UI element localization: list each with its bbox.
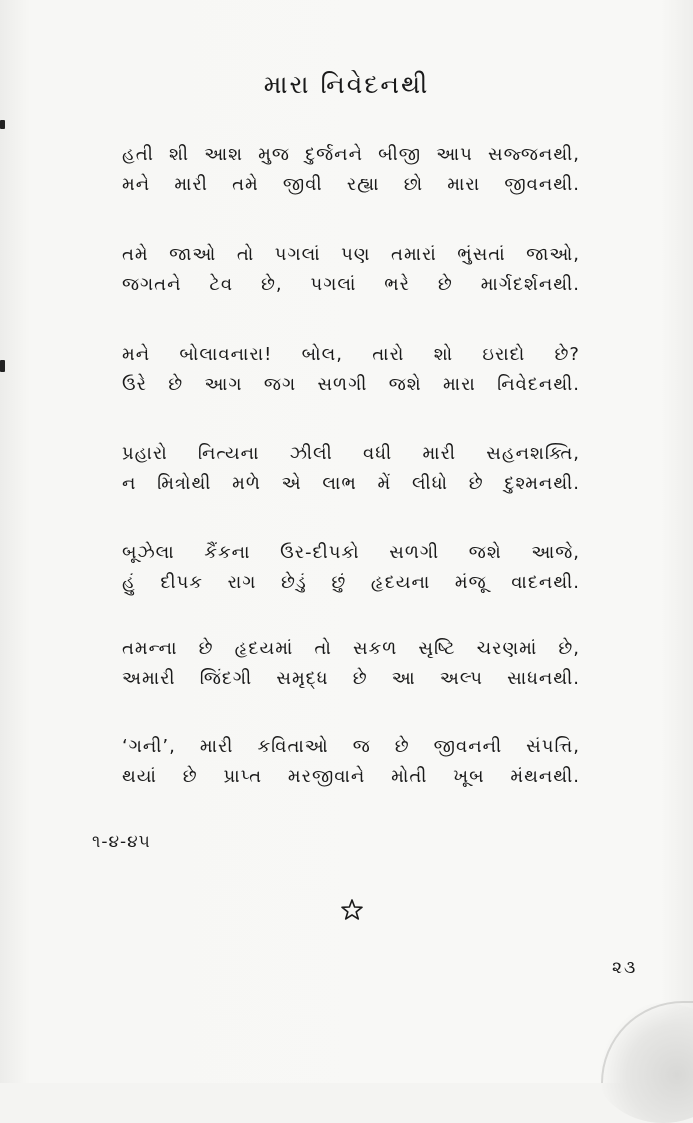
scan-edge-mark [0,360,5,372]
poem-line: તમે જાઓ તો પગલાં પણ તમારાં ભુંસતાં જાઓ, [122,244,580,265]
stanza-1 [122,140,580,200]
poem-line: ન મિત્રોથી મળે એ લાભ મેં લીધો છે દુશ્મનથી. [122,473,580,494]
poem-line: ‘ગની’, મારી કવિતાઓ જ છે જીવનની સંપત્તિ, [122,736,580,757]
stanza-2 [122,240,580,300]
stanza-4 [122,439,580,499]
poem-line: હું દીપક રાગ છેડું છું હૃદયના મંજૂ વાદનથી. [122,572,580,593]
star-icon [340,898,364,922]
poem-line: હતી શી આશ મુજ દુર્જનને બીજી આપ સજ્જનથી, [122,144,580,165]
poem-date: ૧-૪-૪૫ [92,832,151,852]
scan-edge-mark [0,120,5,129]
poem-line: જગતને ટેવ છે, પગલાં ભરે છે માર્ગદર્શનથી. [122,274,580,295]
poem-title: મારા નિવેદનથી [263,70,430,99]
stanza-6 [122,634,580,694]
poem-line: પ્રહારો નિત્યના ઝીલી વધી મારી સહનશક્તિ, [122,443,580,464]
page-number: ૨૩ [612,958,638,978]
stanza-7 [122,732,580,792]
stanza-3 [122,340,580,400]
poem-line: અમારી જિંદગી સમૃદ્ધ છે આ અલ્પ સાધનથી. [122,668,580,689]
poem-line: તમન્ના છે હૃદયમાં તો સકળ સૃષ્ટિ ચરણમાં છે, [122,638,580,659]
stanza-5 [122,538,580,598]
poem-line: ઉરે છે આગ જગ સળગી જશે મારા નિવેદનથી. [122,374,580,395]
poem-line: થયાં છે પ્રાપ્ત મરજીવાને મોતી ખૂબ મંથનથી. [122,766,580,787]
poem-line: બૂઝેલા કૈંકના ઉર-દીપકો સળગી જશે આજે, [122,542,580,563]
page-curl-edge [601,1001,693,1083]
poem-line: મને મારી તમે જીવી રહ્યા છો મારા જીવનથી. [122,174,580,195]
poem-line: મને બોલાવનારા! બોલ, તારો શો ઇરાદો છે? [122,344,580,365]
